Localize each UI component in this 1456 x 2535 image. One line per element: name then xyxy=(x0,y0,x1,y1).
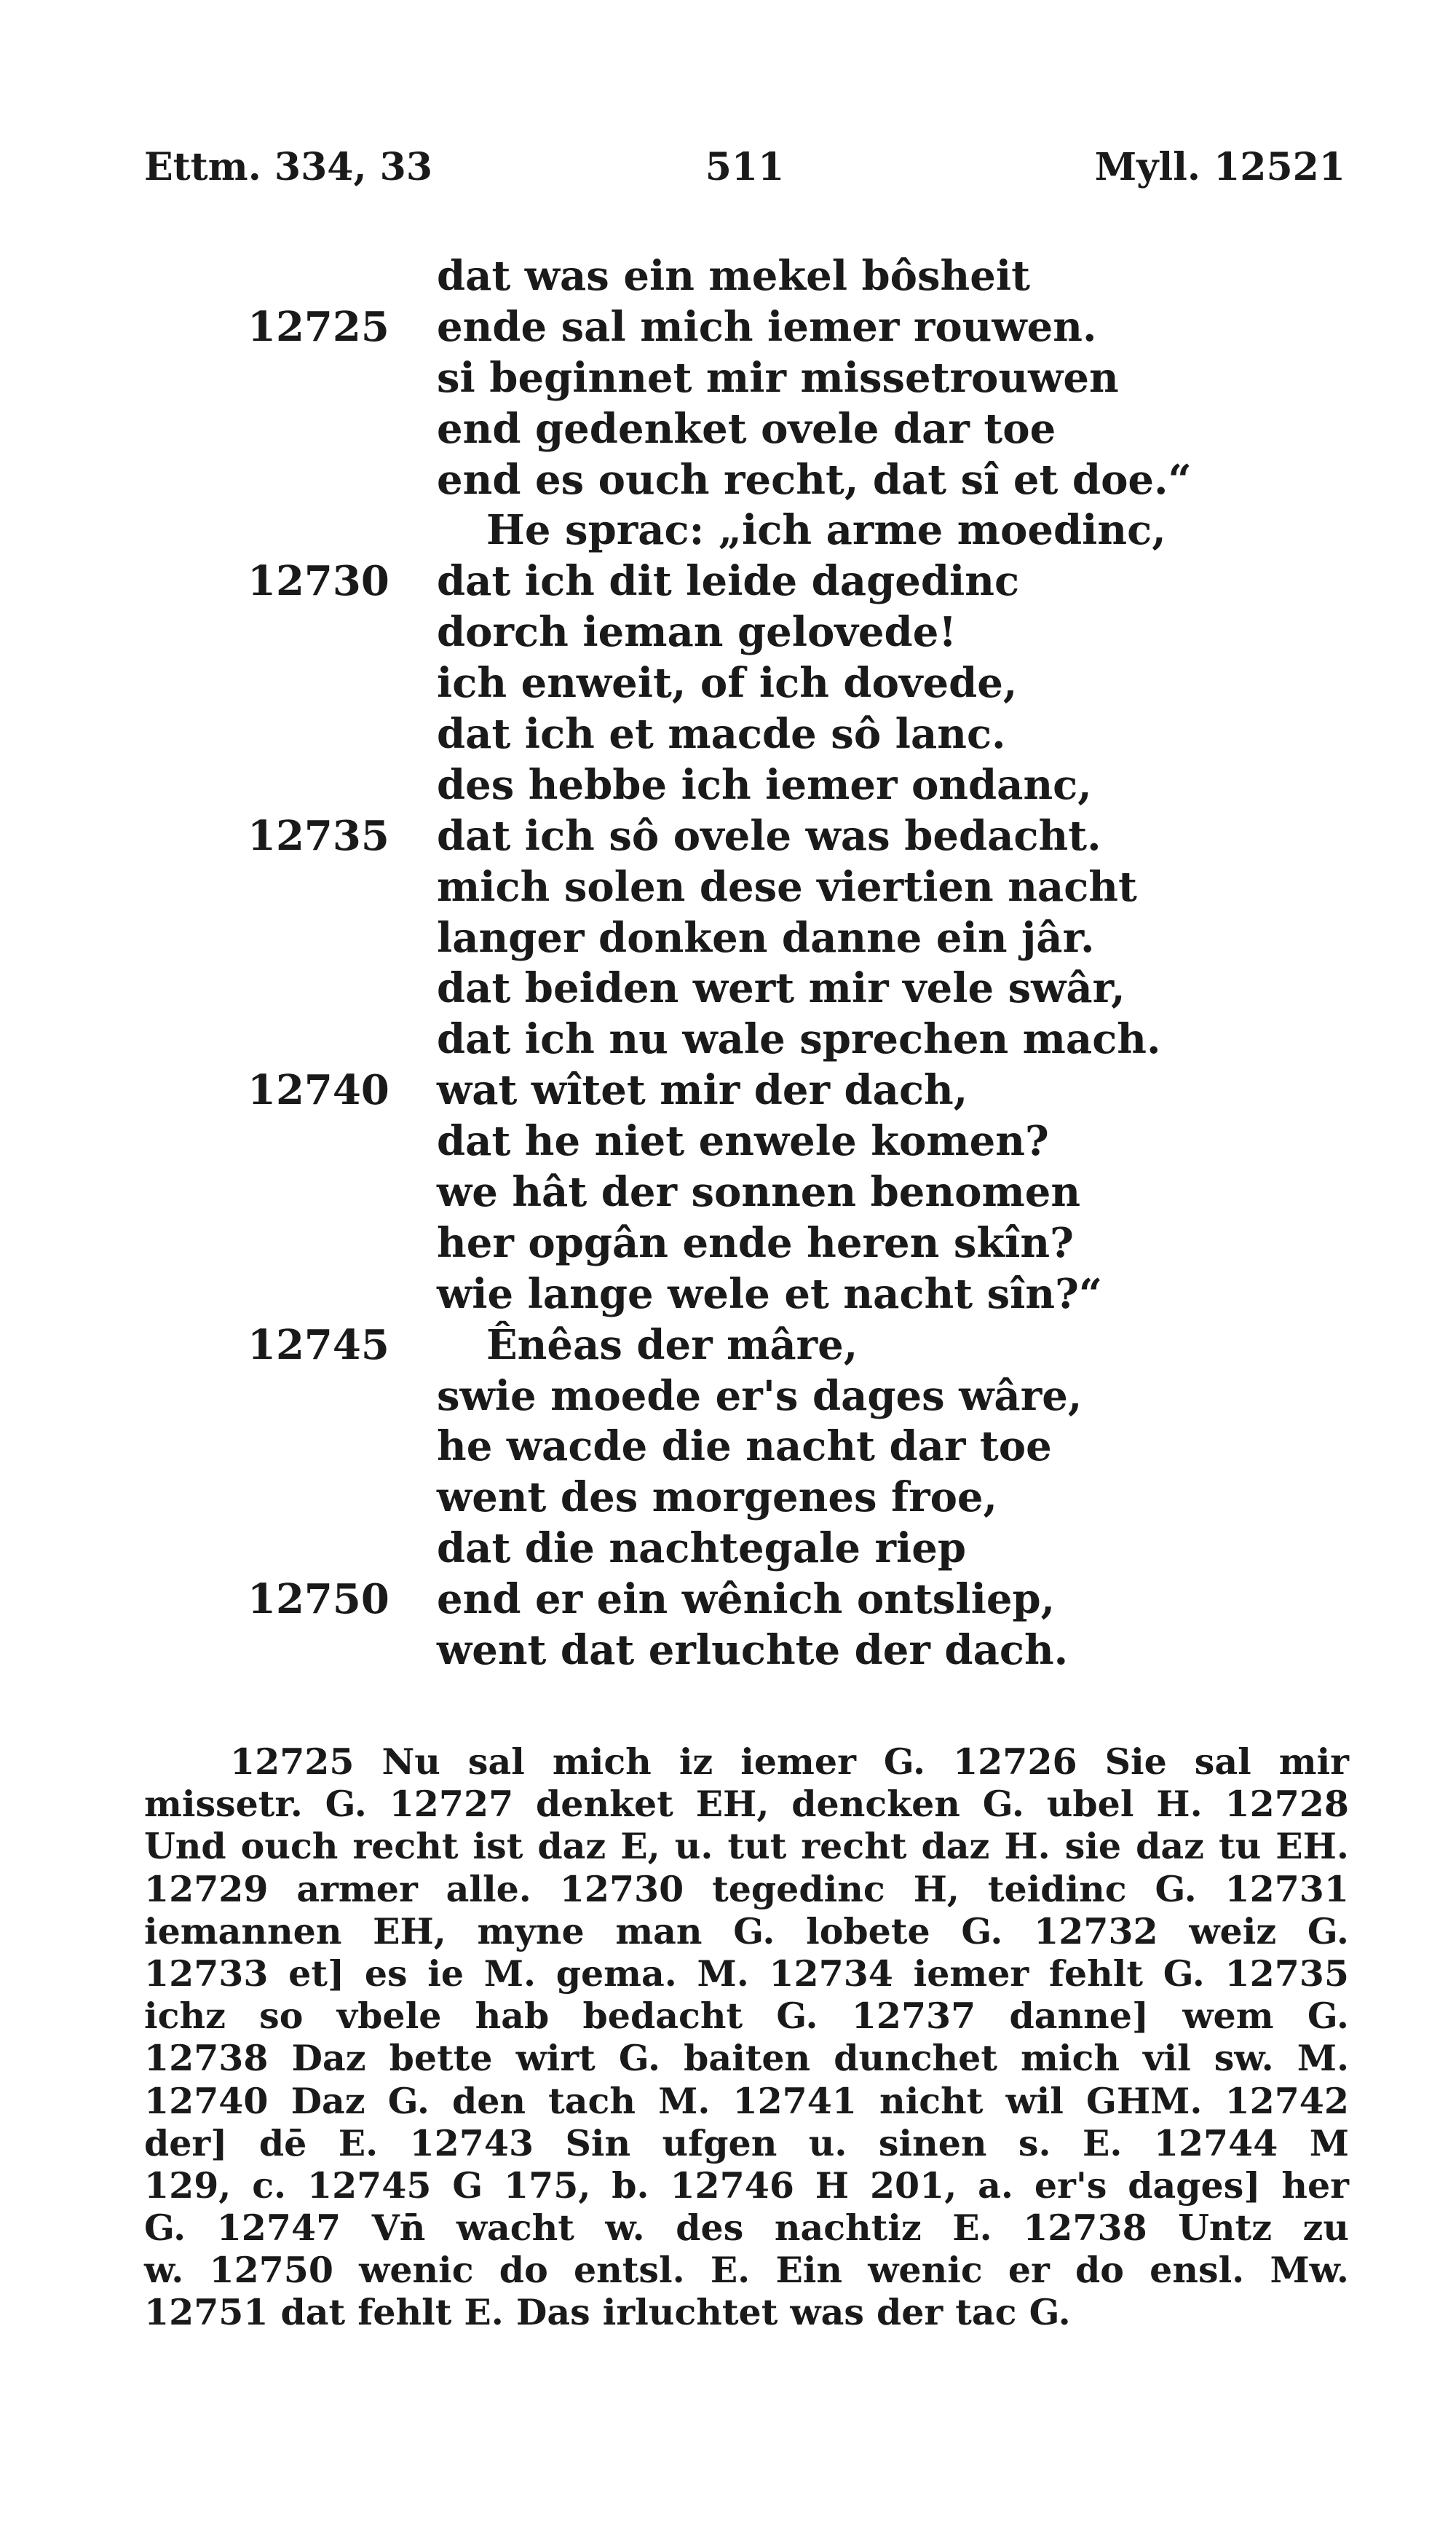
header-right-reference: Myll. 12521 xyxy=(1094,145,1345,189)
verse-line-text: dat ich nu wale sprechen mach. xyxy=(437,1015,1161,1064)
verse-line-text: dat he niet enwele komen? xyxy=(437,1117,1049,1166)
verse-line-text: end es ouch recht, dat sî et doe.“ xyxy=(437,455,1192,504)
apparatus-line: w. 12750 wenic do entsl. E. Ein wenic er do ensl. Mw. xyxy=(144,2249,1349,2292)
verse-line xyxy=(0,1574,1456,1625)
verse-line-text: dat ich sô ovele was bedacht. xyxy=(437,811,1101,860)
verse-line xyxy=(0,1371,1456,1422)
verse-text xyxy=(0,251,1456,1676)
verse-line xyxy=(0,1167,1456,1218)
verse-line-text: mich solen dese viertien nacht xyxy=(437,862,1137,911)
page-number: 511 xyxy=(705,145,785,189)
apparatus-line: 12725 Nu sal mich iz iemer G. 12726 Sie sal mir xyxy=(230,1740,1349,1783)
line-number: 12750 xyxy=(248,1575,389,1624)
verse-line-text: Ênêas der mâre, xyxy=(486,1320,858,1369)
line-number: 12730 xyxy=(248,557,389,606)
verse-line xyxy=(0,760,1456,811)
apparatus-line: 12733 et] es ie M. gema. M. 12734 iemer fehlt G. 12735 xyxy=(144,1952,1349,1995)
apparatus-line: Und ouch recht ist daz E, u. tut recht daz H. sie daz tu EH. xyxy=(144,1825,1349,1868)
verse-line-text: ich enweit, of ich dovede, xyxy=(437,659,1018,708)
apparatus-line: missetr. G. 12727 denket EH, dencken G. ubel H. 12728 xyxy=(144,1783,1349,1826)
verse-line xyxy=(0,1320,1456,1371)
verse-line-text: dat was ein mekel bôsheit xyxy=(437,252,1031,300)
verse-line xyxy=(0,353,1456,404)
verse-line xyxy=(0,658,1456,709)
verse-line-text: swie moede er's dages wâre, xyxy=(437,1371,1083,1420)
apparatus-line: ichz so vbele hab bedacht G. 12737 danne] wem G. xyxy=(144,1995,1349,2038)
verse-line xyxy=(0,251,1456,302)
verse-line-text: si beginnet mir missetrouwen xyxy=(437,353,1119,402)
apparatus-line: der] dē E. 12743 Sin ufgen u. sinen s. E. 12744 M xyxy=(144,2121,1349,2164)
verse-line xyxy=(0,709,1456,760)
verse-line-text: dorch ieman gelovede! xyxy=(437,608,957,657)
verse-line xyxy=(0,302,1456,353)
verse-line xyxy=(0,455,1456,506)
verse-line xyxy=(0,1523,1456,1574)
verse-line xyxy=(0,404,1456,455)
verse-line-text: we hât der sonnen benomen xyxy=(437,1168,1081,1217)
line-number: 12740 xyxy=(248,1066,389,1115)
verse-line xyxy=(0,1422,1456,1472)
verse-line-text: went des morgenes froe, xyxy=(437,1473,998,1522)
verse-line xyxy=(0,1218,1456,1269)
verse-line-text: ende sal mich iemer rouwen. xyxy=(437,302,1097,351)
verse-line xyxy=(0,505,1456,556)
apparatus-line: 129, c. 12745 G 175, b. 12746 H 201, a. er's dages] her xyxy=(144,2164,1349,2207)
verse-line xyxy=(0,1472,1456,1523)
apparatus-line: G. 12747 Vn̄ wacht w. des nachtiz E. 12738 Untz zu xyxy=(144,2207,1349,2250)
verse-line xyxy=(0,862,1456,913)
line-number: 12735 xyxy=(248,811,389,860)
running-head xyxy=(144,138,1345,197)
verse-line-text: end gedenket ovele dar toe xyxy=(437,404,1056,453)
apparatus-line: 12729 armer alle. 12730 tegedinc H, teidinc G. 12731 xyxy=(144,1867,1349,1910)
verse-line-text: wie lange wele et nacht sîn?“ xyxy=(437,1269,1103,1318)
verse-line-text: des hebbe ich iemer ondanc, xyxy=(437,760,1092,809)
apparatus-line: 12740 Daz G. den tach M. 12741 nicht wil GHM. 12742 xyxy=(144,2079,1349,2122)
verse-line xyxy=(0,1269,1456,1320)
verse-line-text: dat beiden wert mir vele swâr, xyxy=(437,964,1125,1013)
apparatus-line: 12751 dat fehlt E. Das irluchtet was der tac G. xyxy=(144,2291,1071,2334)
verse-line xyxy=(0,607,1456,658)
verse-line xyxy=(0,963,1456,1014)
verse-line xyxy=(0,1014,1456,1065)
verse-line-text: wat wîtet mir der dach, xyxy=(437,1066,968,1115)
verse-line xyxy=(0,811,1456,862)
verse-line-text: He sprac: „ich arme moedinc, xyxy=(486,506,1166,555)
verse-line xyxy=(0,913,1456,964)
verse-line-text: dat ich dit leide dagedinc xyxy=(437,557,1020,606)
line-number: 12725 xyxy=(248,302,389,351)
verse-line-text: her opgân ende heren skîn? xyxy=(437,1218,1074,1267)
verse-line-text: langer donken danne ein jâr. xyxy=(437,913,1095,962)
apparatus-line: iemannen EH, myne man G. lobete G. 12732 weiz G. xyxy=(144,1909,1349,1952)
verse-line xyxy=(0,1625,1456,1676)
header-left-reference: Ettm. 334, 33 xyxy=(144,145,433,189)
verse-line-text: he wacde die nacht dar toe xyxy=(437,1422,1052,1471)
critical-apparatus xyxy=(144,1740,1349,2334)
verse-line xyxy=(0,1116,1456,1167)
verse-line-text: went dat erluchte der dach. xyxy=(437,1626,1069,1675)
verse-line-text: end er ein wênich ontsliep, xyxy=(437,1575,1056,1624)
verse-line-text: dat die nachtegale riep xyxy=(437,1524,967,1573)
verse-line-text: dat ich et macde sô lanc. xyxy=(437,710,1006,759)
verse-line xyxy=(0,1065,1456,1116)
verse-line xyxy=(0,556,1456,607)
apparatus-line: 12738 Daz bette wirt G. baiten dunchet mich vil sw. M. xyxy=(144,2037,1349,2080)
line-number: 12745 xyxy=(248,1320,389,1369)
